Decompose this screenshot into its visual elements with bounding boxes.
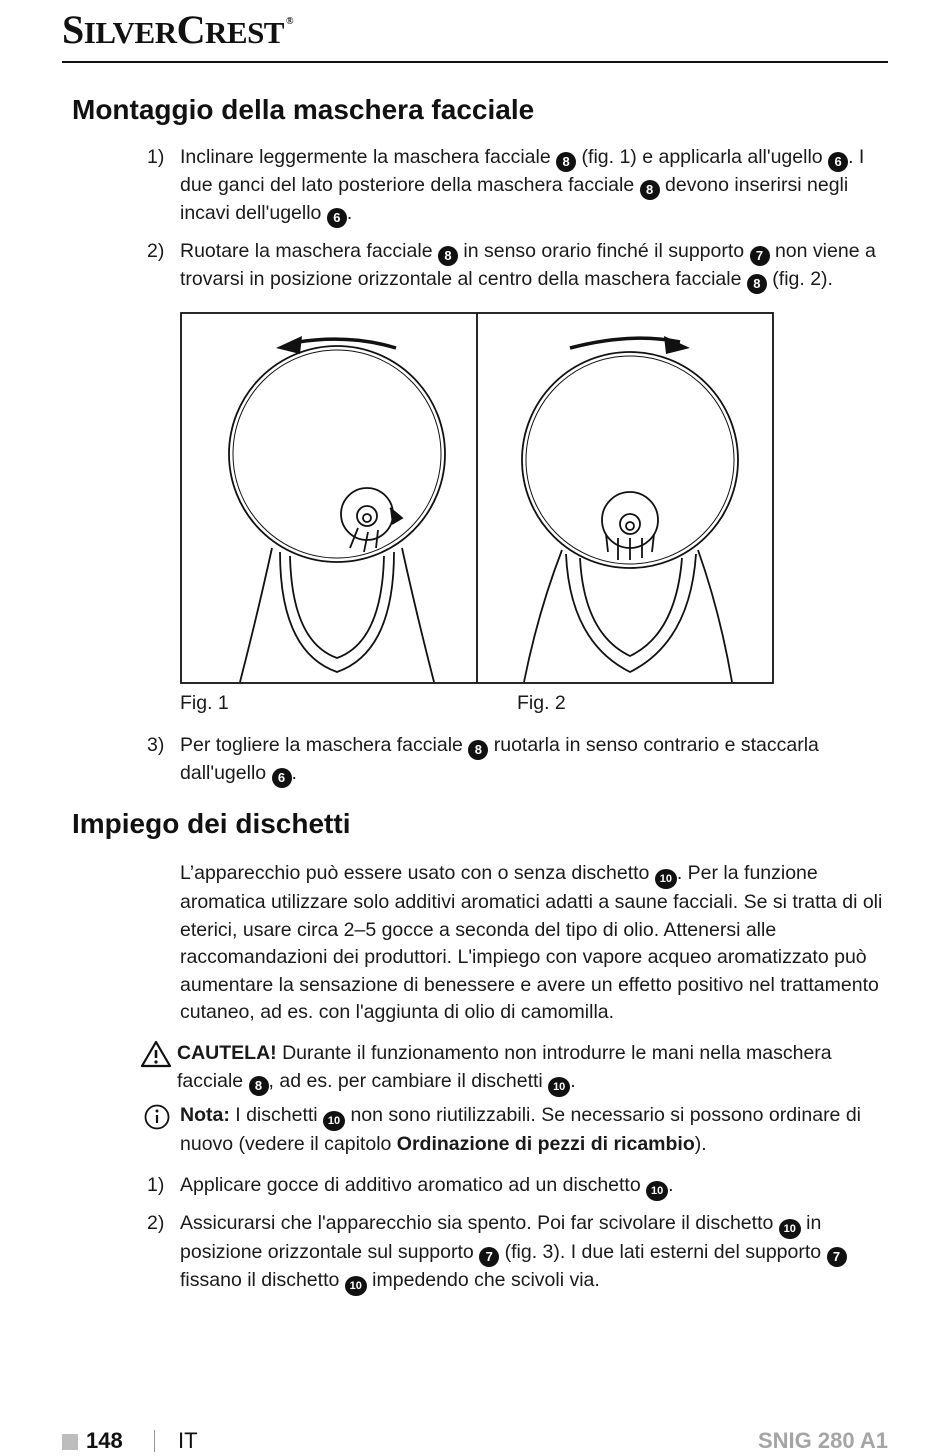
- caution-label: CAUTELA!: [177, 1042, 277, 1064]
- step-text: Inclinare leggermente la maschera facciale 8 (fig. 1) e applicarla all'ugello 6 . I due ganci del lato posteriore della maschera facciale 8 devono inserirsi negli incavi dell'ugello 6 .: [180, 144, 890, 228]
- part-badge: 10: [323, 1111, 345, 1131]
- step-number: 2): [147, 240, 165, 262]
- brand-logo: SILVERCREST ®: [62, 7, 293, 52]
- chapter-reference: Ordinazione di pezzi di ricambio: [396, 1133, 695, 1155]
- caution-text: CAUTELA! Durante il funzionamento non introdurre le mani nella maschera facciale 8 , ad es. per cambiare il dischetti 10 .: [177, 1040, 892, 1097]
- rotate-right-arrow: [570, 338, 680, 348]
- part-badge: 7: [479, 1247, 499, 1267]
- mounting-illustration: [180, 312, 774, 684]
- step-text: Ruotare la maschera facciale 8 in senso orario finché il supporto 7 non viene a trovarsi in posizione orizzontale al centro della maschera facciale 8 (fig. 2).: [180, 238, 890, 294]
- part-badge: 10: [646, 1181, 668, 1201]
- part-badge: 8: [249, 1076, 269, 1096]
- language-code: IT: [178, 1428, 198, 1453]
- figure-caption-1: Fig. 1: [180, 692, 229, 714]
- face-mask-fig1: [229, 346, 445, 562]
- face-mask-fig2: [522, 352, 738, 568]
- page-number: 148: [86, 1428, 123, 1453]
- part-badge: 10: [779, 1219, 801, 1239]
- part-badge: 8: [556, 152, 576, 172]
- figure-caption-2: Fig. 2: [517, 692, 566, 714]
- step-number: 2): [147, 1212, 165, 1234]
- note-text: Nota: I dischetti 10 non sono riutilizzabili. Se necessario si possono ordinare di nuovo (vedere il capitolo Ordinazione di pezzi di ricambio).: [180, 1104, 861, 1155]
- step-text: Assicurarsi che l'apparecchio sia spento. Poi far scivolare il dischetto 10 in posizione orizzontale sul supporto 7 (fig. 3). I due lati esterni del supporto 7 fissano il dischetto 10 impedendo che scivoli via.: [180, 1210, 890, 1296]
- intro-paragraph: L’apparecchio può essere usato con o senza dischetto 10 . Per la funzione aromatica utilizzare solo additivi aromatici adatti a saune facciali. Se si tratta di oli eterici, usare circa 2–5 gocce a seconda del tipo di olio. Attenersi alle raccomandazioni dei produttori. L'impiego con vapore acqueo aromatizzato può aumentare la sensazione di benessere e avere un effetto positivo nel trattamento cutaneo, ad es. con l'aggiunta di olio di camomilla.: [180, 862, 883, 1023]
- part-badge: 7: [827, 1247, 847, 1267]
- info-icon: [144, 1104, 170, 1130]
- note-label: Nota:: [180, 1104, 230, 1126]
- fig1-illustration: [229, 336, 445, 682]
- step-text: Applicare gocce di additivo aromatico ad un dischetto 10 .: [180, 1172, 890, 1201]
- footer-marker: [62, 1434, 78, 1450]
- part-badge: 10: [548, 1077, 570, 1097]
- step-text: Per togliere la maschera facciale 8 ruotarla in senso contrario e staccarla dall'ugello 6 .: [180, 732, 890, 788]
- part-badge: 6: [272, 768, 292, 788]
- registered-mark: ®: [285, 16, 293, 27]
- part-badge: 6: [327, 208, 347, 228]
- part-badge: 8: [468, 740, 488, 760]
- part-badge: 7: [750, 246, 770, 266]
- fig2-illustration: [522, 336, 738, 682]
- warning-triangle-icon: [140, 1040, 172, 1068]
- step-number: 1): [147, 1174, 165, 1196]
- step-number: 3): [147, 734, 165, 756]
- footer-separator: [154, 1430, 155, 1452]
- part-badge: 8: [747, 274, 767, 294]
- part-badge: 8: [640, 180, 660, 200]
- part-badge: 10: [655, 869, 677, 889]
- arrow-head-right: [664, 336, 690, 354]
- section-title-pads: Impiego dei dischetti: [72, 808, 351, 839]
- header-rule: [62, 61, 888, 63]
- step-number: 1): [147, 146, 165, 168]
- arrow-head-left: [276, 336, 302, 354]
- part-badge: 6: [828, 152, 848, 172]
- part-badge: 10: [345, 1276, 367, 1296]
- section-title-mask: Montaggio della maschera facciale: [72, 94, 535, 125]
- model-number: SNIG 280 A1: [757, 1428, 888, 1453]
- part-badge: 8: [438, 246, 458, 266]
